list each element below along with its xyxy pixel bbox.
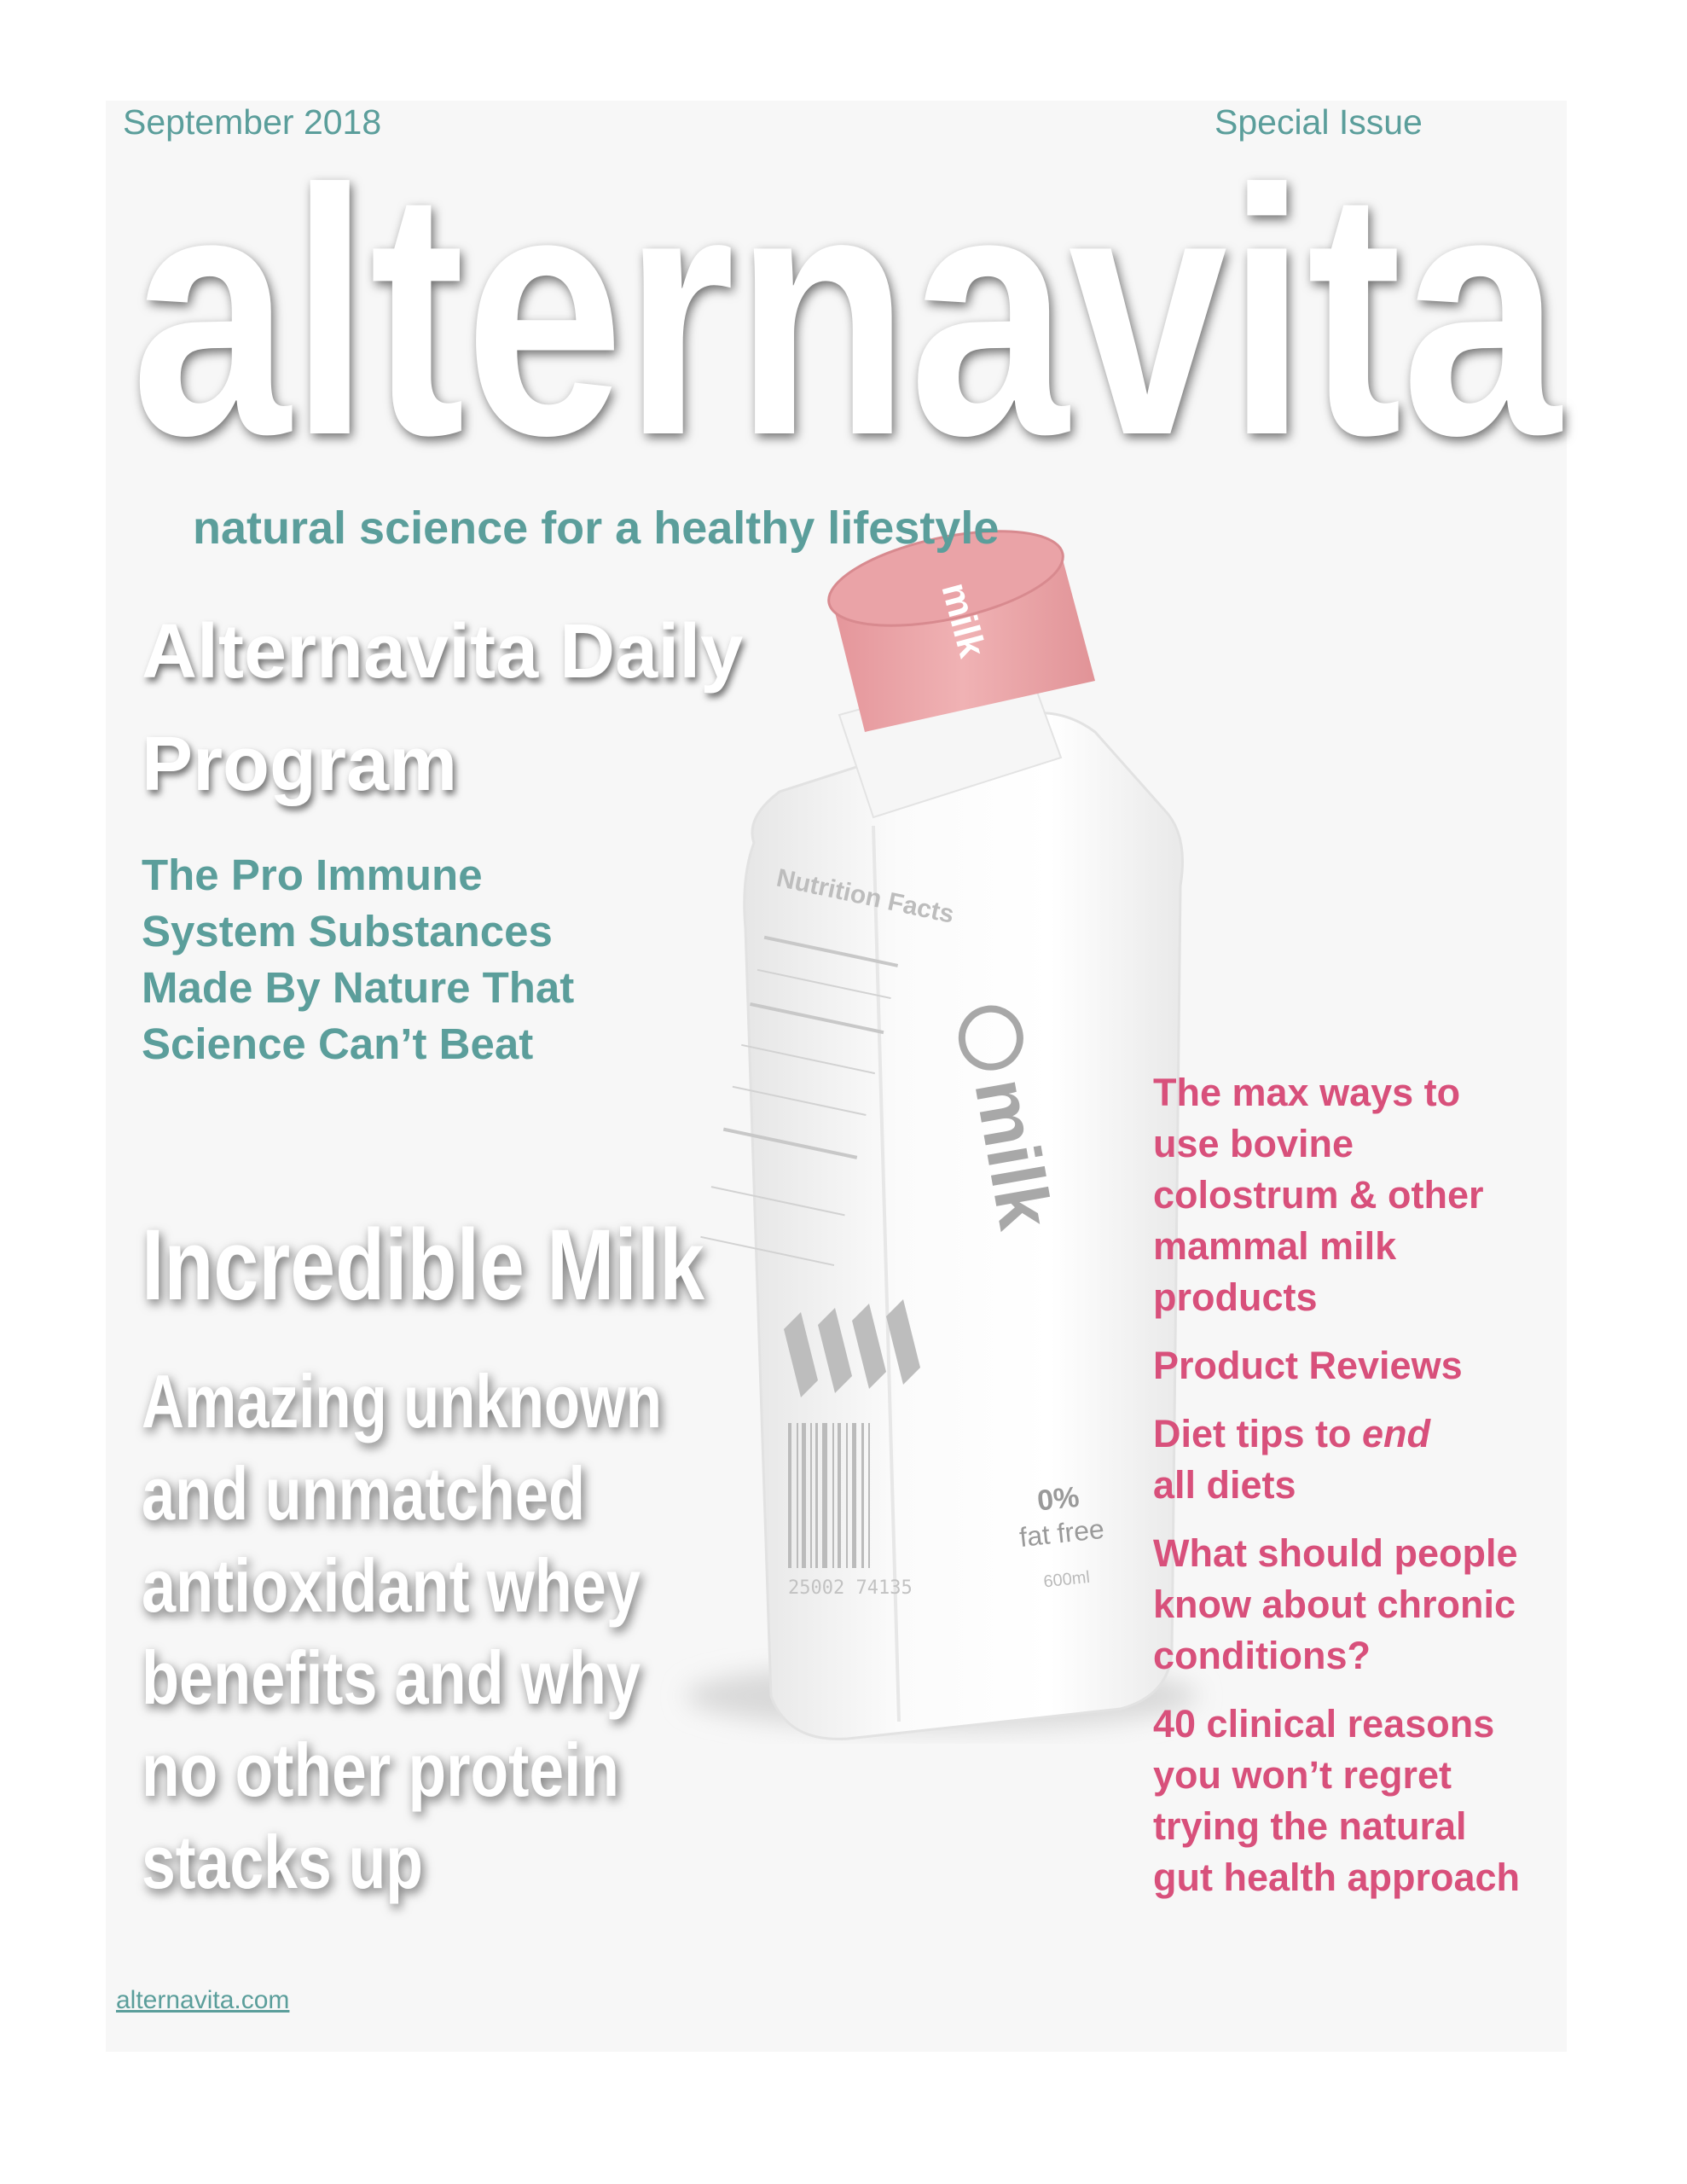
side-story-text: Diet tips to bbox=[1153, 1412, 1362, 1455]
side-story-reviews bbox=[1153, 1340, 1562, 1391]
issue-type: Special Issue bbox=[1215, 102, 1423, 142]
side-story-line: products bbox=[1153, 1275, 1318, 1319]
milk-story-line: no other protein bbox=[142, 1728, 619, 1812]
side-story-line: conditions? bbox=[1153, 1634, 1371, 1677]
side-story-colostrum bbox=[1153, 1067, 1562, 1323]
magazine-cover bbox=[106, 101, 1567, 2052]
immune-story bbox=[142, 847, 670, 1072]
side-story-gut-health bbox=[1153, 1699, 1562, 1903]
side-story-line bbox=[1153, 1409, 1562, 1460]
barcode-number: 25002 74135 bbox=[788, 1577, 913, 1599]
side-story-line: The max ways to bbox=[1153, 1071, 1461, 1114]
milk-story-line: antioxidant whey bbox=[142, 1543, 641, 1628]
feature-headline bbox=[142, 595, 994, 821]
side-story-line: you won’t regret bbox=[1153, 1753, 1452, 1797]
feature-headline-line1: Alternavita Daily bbox=[142, 609, 744, 694]
side-story-line: colostrum & other bbox=[1153, 1173, 1484, 1217]
side-story-line: trying the natural bbox=[1153, 1804, 1467, 1848]
nutrition-heading: Nutrition Facts bbox=[774, 863, 957, 929]
immune-story-line3: Made By Nature That bbox=[142, 963, 575, 1012]
side-story-line: What should people bbox=[1153, 1531, 1518, 1575]
milk-story-title-text: Incredible Milk bbox=[142, 1209, 705, 1321]
side-story-diet bbox=[1153, 1409, 1562, 1511]
masthead-title: alternavita bbox=[131, 117, 1563, 508]
side-stories bbox=[1153, 1067, 1562, 1920]
issue-date: September 2018 bbox=[123, 102, 382, 142]
bottle-brand-text: milk bbox=[959, 1072, 1069, 1235]
side-story-emphasis: end bbox=[1362, 1412, 1431, 1455]
side-story-line: gut health approach bbox=[1153, 1856, 1521, 1899]
fat-percent: 0% bbox=[1035, 1480, 1081, 1518]
side-story-line: use bovine bbox=[1153, 1122, 1354, 1165]
website-link[interactable]: alternavita.com bbox=[116, 1986, 290, 2014]
milk-story-line: stacks up bbox=[142, 1820, 423, 1904]
immune-story-line2: System Substances bbox=[142, 907, 553, 956]
bottle-volume: 600ml bbox=[1042, 1567, 1091, 1592]
immune-story-line1: The Pro Immune bbox=[142, 851, 483, 899]
side-story-line: Product Reviews bbox=[1153, 1344, 1463, 1387]
fat-free-text: fat free bbox=[1017, 1513, 1106, 1554]
masthead-tagline: natural science for a healthy lifestyle bbox=[193, 502, 1000, 554]
side-story-line: mammal milk bbox=[1153, 1224, 1397, 1268]
milk-story-title bbox=[142, 1201, 705, 1321]
immune-story-line4: Science Can’t Beat bbox=[142, 1019, 534, 1068]
feature-headline-line2: Program bbox=[142, 722, 458, 807]
milk-story-line: Amazing unknown bbox=[142, 1359, 662, 1443]
side-story-line: all diets bbox=[1153, 1463, 1296, 1507]
milk-story-line: and unmatched bbox=[142, 1451, 585, 1536]
cap-label: milk bbox=[933, 578, 994, 662]
side-story-line: know about chronic bbox=[1153, 1583, 1516, 1626]
milk-story-body bbox=[142, 1346, 704, 1909]
milk-story-line: benefits and why bbox=[142, 1635, 641, 1720]
side-story-line: 40 clinical reasons bbox=[1153, 1702, 1495, 1745]
side-story-chronic bbox=[1153, 1528, 1562, 1682]
